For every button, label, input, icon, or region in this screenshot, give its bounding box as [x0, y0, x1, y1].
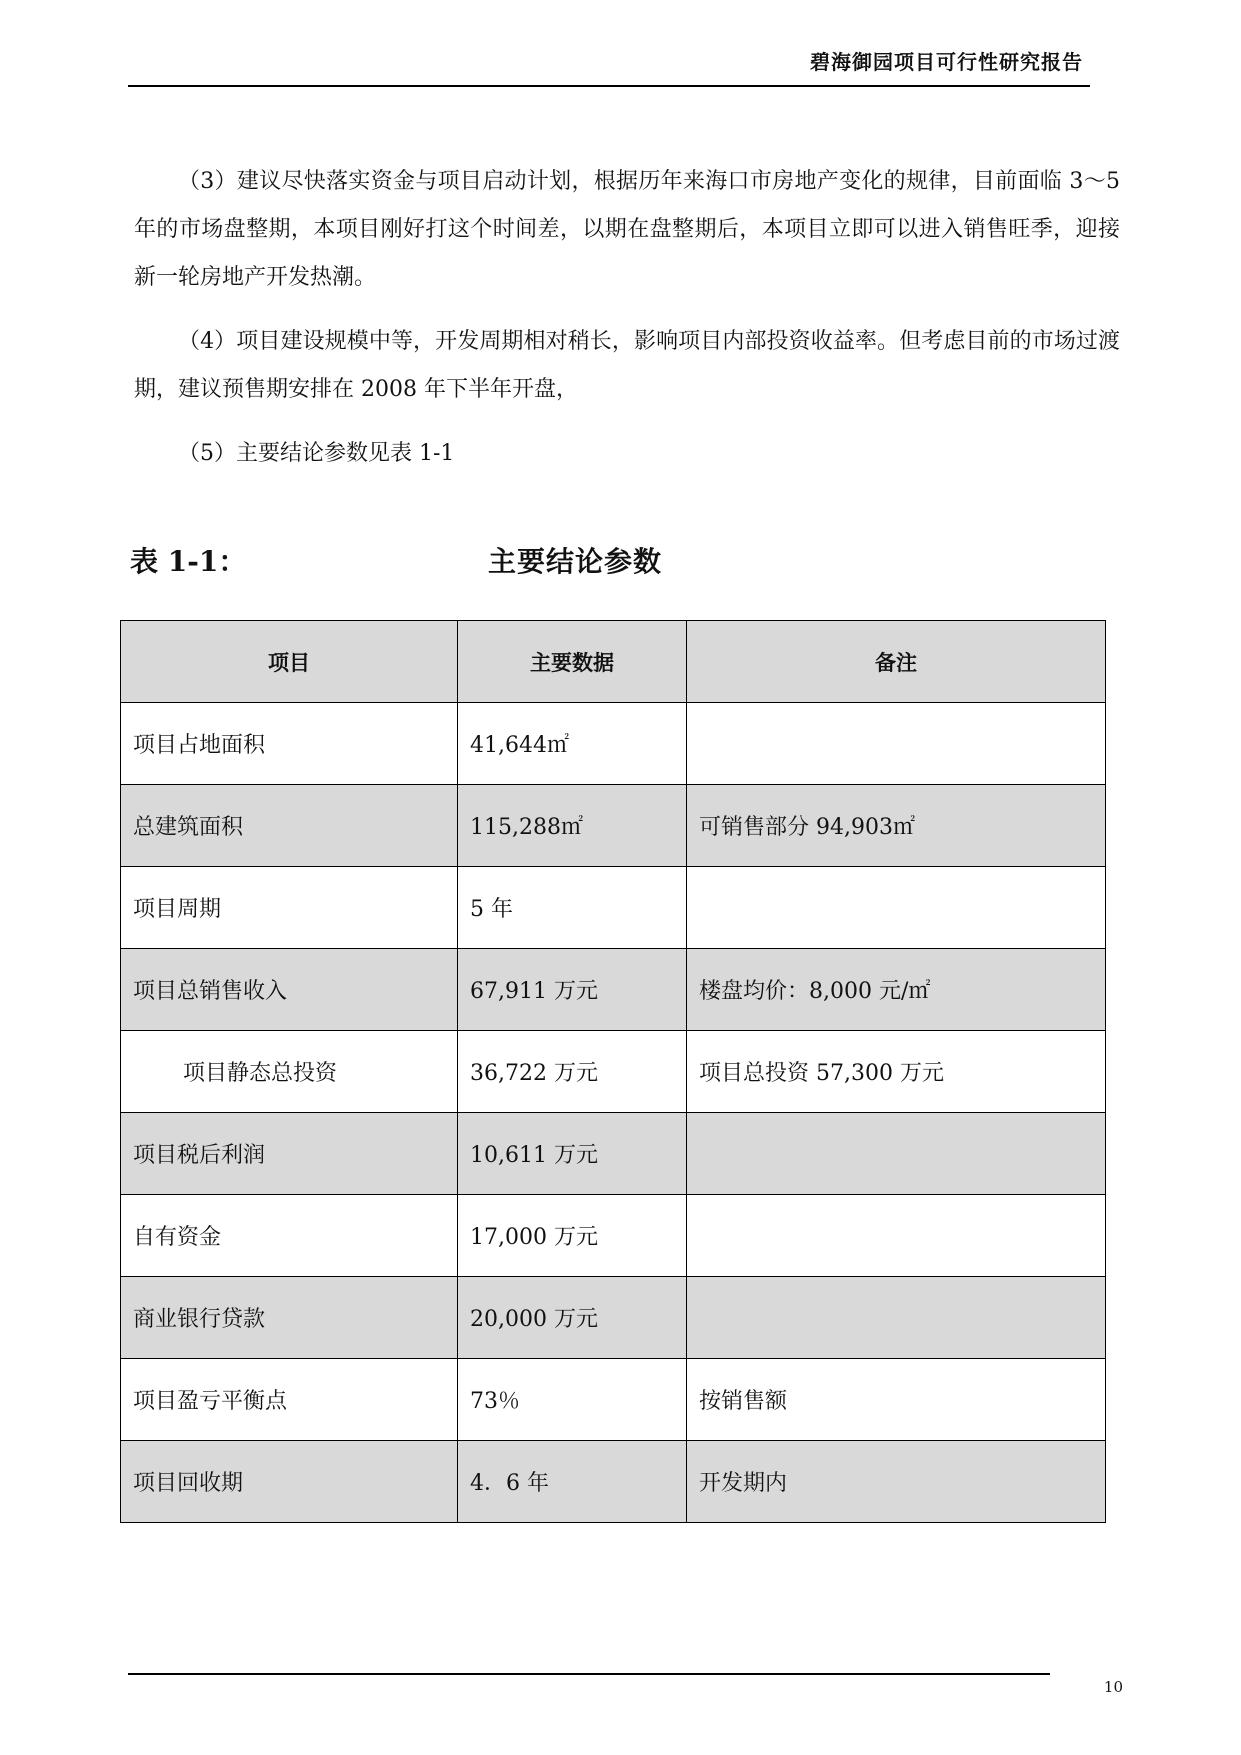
cell-item: 商业银行贷款 — [121, 1277, 458, 1359]
cell-notes — [687, 867, 1106, 949]
cell-data: 20,000 万元 — [458, 1277, 687, 1359]
paragraph-3: （3）建议尽快落实资金与项目启动计划，根据历年来海口市房地产变化的规律，目前面临 3～5 年的市场盘整期，本项目刚好打这个时间差，以期在盘整期后，本项目立即可以进入销售旺季，迎接新一轮房地产开发热潮。 — [134, 169, 1120, 290]
cell-data: 4．6 年 — [458, 1441, 687, 1523]
table-row — [121, 1359, 1106, 1441]
table-row — [121, 1277, 1106, 1359]
cell-data: 36,722 万元 — [458, 1031, 687, 1113]
table-row — [121, 1195, 1106, 1277]
table-row — [121, 949, 1106, 1031]
table-row — [121, 1113, 1106, 1195]
table-title: 主要结论参数 — [488, 545, 663, 578]
cell-item: 项目静态总投资 — [121, 1031, 458, 1113]
cell-notes — [687, 1195, 1106, 1277]
cell-data: 67,911 万元 — [458, 949, 687, 1031]
column-header-notes: 备注 — [687, 621, 1106, 703]
cell-item: 项目总销售收入 — [121, 949, 458, 1031]
cell-data: 17,000 万元 — [458, 1195, 687, 1277]
cell-notes: 开发期内 — [687, 1441, 1106, 1523]
cell-item: 项目周期 — [121, 867, 458, 949]
cell-item: 项目税后利润 — [121, 1113, 458, 1195]
cell-notes: 可销售部分 94,903㎡ — [687, 785, 1106, 867]
main-conclusions-table — [120, 620, 1106, 1523]
paragraph-4: （4）项目建设规模中等，开发周期相对稍长，影响项目内部投资收益率。但考虑目前的市场过渡期，建议预售期安排在 2008 年下半年开盘， — [134, 329, 1120, 402]
cell-notes: 楼盘均价：8,000 元/㎡ — [687, 949, 1106, 1031]
table-header-row — [121, 621, 1106, 703]
column-header-data: 主要数据 — [458, 621, 687, 703]
cell-item: 项目占地面积 — [121, 703, 458, 785]
cell-data: 10,611 万元 — [458, 1113, 687, 1195]
table-row — [121, 1031, 1106, 1113]
cell-notes — [687, 1277, 1106, 1359]
cell-item: 项目回收期 — [121, 1441, 458, 1523]
cell-notes — [687, 1113, 1106, 1195]
cell-data: 73％ — [458, 1359, 687, 1441]
cell-item: 总建筑面积 — [121, 785, 458, 867]
table-caption: 表 1-1： — [130, 545, 247, 578]
cell-data: 41,644㎡ — [458, 703, 687, 785]
page-number: 10 — [1103, 1678, 1123, 1696]
cell-data: 5 年 — [458, 867, 687, 949]
table-row — [121, 703, 1106, 785]
footer-divider — [128, 1673, 1050, 1675]
cell-notes: 按销售额 — [687, 1359, 1106, 1441]
cell-notes: 项目总投资 57,300 万元 — [687, 1031, 1106, 1113]
report-header-title: 碧海御园项目可行性研究报告 — [810, 50, 1083, 74]
header-divider — [128, 85, 1090, 87]
table-row — [121, 867, 1106, 949]
table-row — [121, 785, 1106, 867]
cell-data: 115,288㎡ — [458, 785, 687, 867]
cell-notes — [687, 703, 1106, 785]
paragraph-5: （5）主要结论参数见表 1-1 — [178, 441, 455, 466]
cell-item: 项目盈亏平衡点 — [121, 1359, 458, 1441]
table-row — [121, 1441, 1106, 1523]
column-header-item: 项目 — [121, 621, 458, 703]
cell-item: 自有资金 — [121, 1195, 458, 1277]
